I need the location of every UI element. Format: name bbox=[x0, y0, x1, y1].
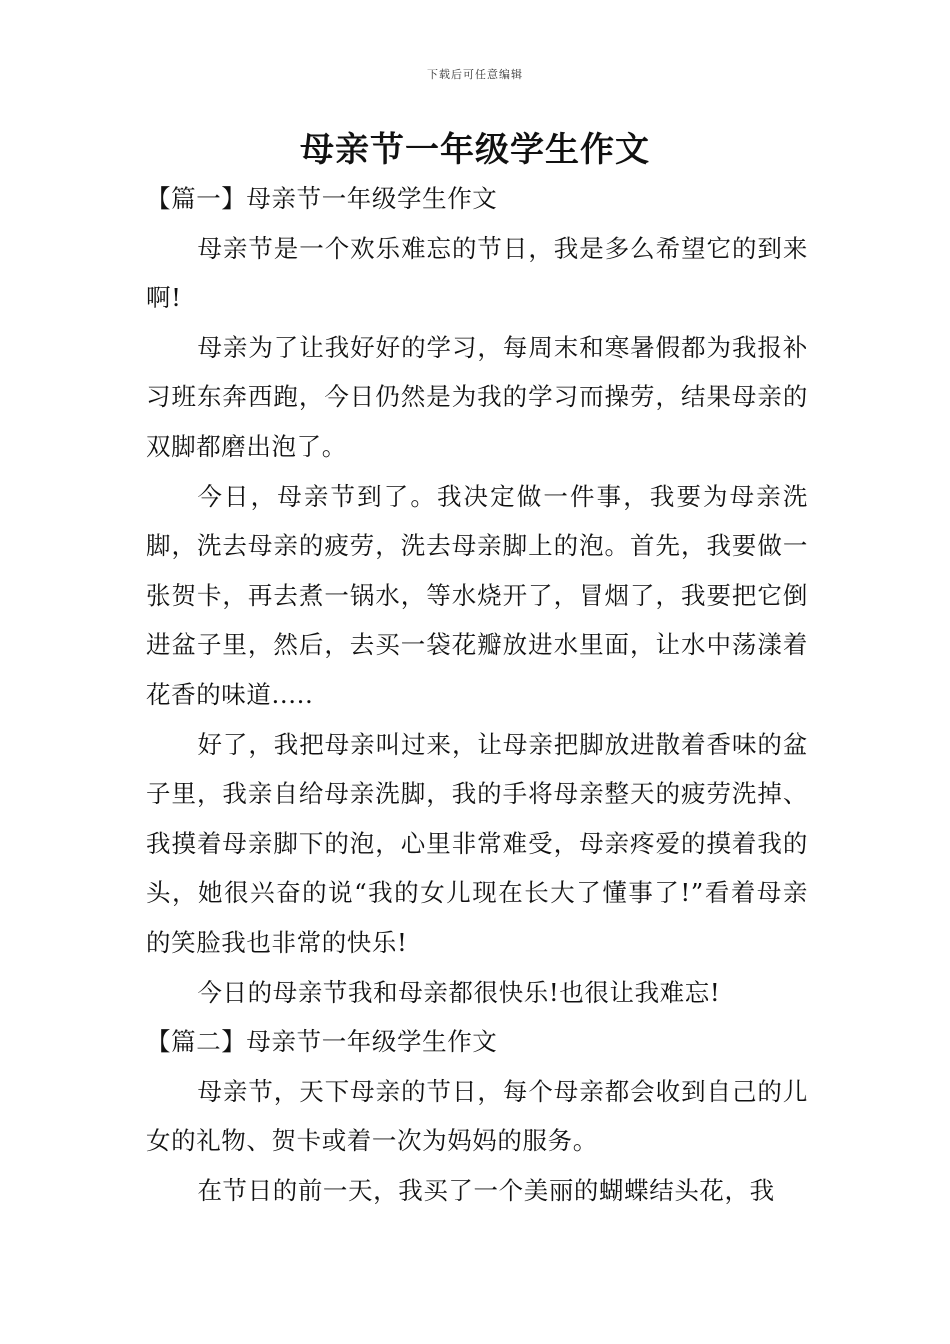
section-heading: 【篇一】母亲节一年级学生作文 bbox=[146, 184, 498, 213]
paragraph: 在节日的前一天，我买了一个美丽的蝴蝶结头花，我 bbox=[197, 1175, 775, 1205]
page-title: 母亲节一年级学生作文 bbox=[300, 130, 650, 170]
section-heading: 【篇二】母亲节一年级学生作文 bbox=[146, 1027, 498, 1057]
paragraph: 好了，我把母亲叫过来，让母亲把脚放进散着香味的盆子里，我亲自给母亲洗脚，我的手将母亲整天的疲劳洗掉、我摸着母亲脚下的泡，心里非常难受，母亲疼爱的摸着我的头，她很兴奋的说“我的女儿现在长大了懂事了!”看着母亲的笑脸我也非常的快乐! bbox=[146, 729, 808, 957]
header-note: 下载后可任意编辑 bbox=[427, 68, 523, 81]
paragraph: 母亲节，天下母亲的节日，每个母亲都会收到自己的儿女的礼物、贺卡或着一次为妈妈的服务。 bbox=[146, 1076, 808, 1156]
paragraph: 母亲节是一个欢乐难忘的节日，我是多么希望它的到来啊! bbox=[146, 233, 808, 313]
essay-body bbox=[146, 174, 808, 1215]
paragraph: 今日的母亲节我和母亲都很快乐!也很让我难忘! bbox=[197, 977, 721, 1007]
paragraph: 今日，母亲节到了。我决定做一件事，我要为母亲洗脚，洗去母亲的疲劳，洗去母亲脚上的泡。首先，我要做一张贺卡，再去煮一锅水，等水烧开了，冒烟了，我要把它倒进盆子里，然后，去买一袋花瓣放进水里面，让水中荡漾着花香的味道..... bbox=[146, 481, 808, 709]
paragraph: 母亲为了让我好好的学习，每周末和寒暑假都为我报补习班东奔西跑，今日仍然是为我的学习而操劳，结果母亲的双脚都磨出泡了。 bbox=[146, 332, 808, 461]
